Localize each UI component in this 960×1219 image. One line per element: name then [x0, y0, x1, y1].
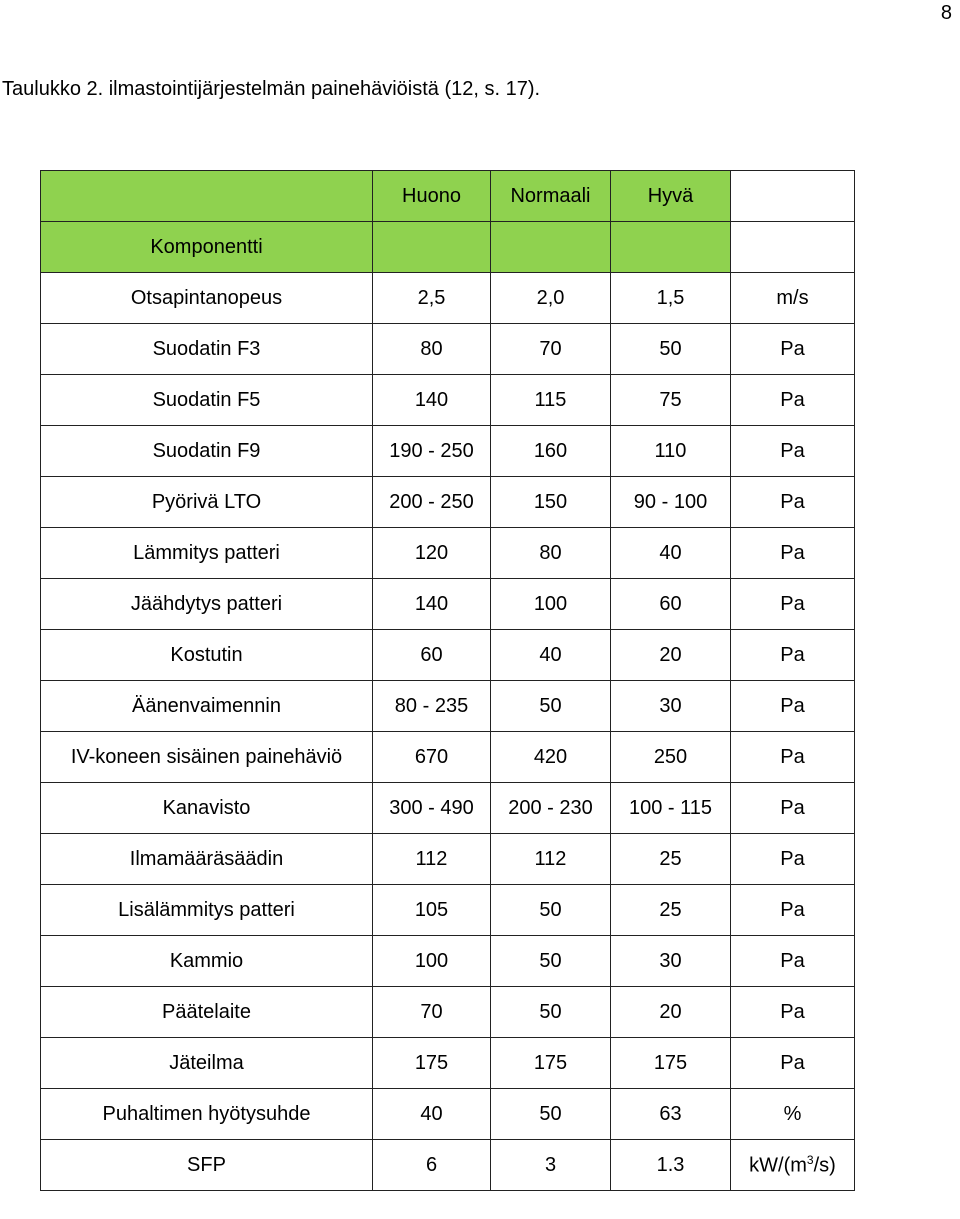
component-cell: Jäteilma	[41, 1038, 373, 1089]
component-cell: Kanavisto	[41, 783, 373, 834]
hyva-cell: 175	[611, 1038, 731, 1089]
header-cell-huono: Huono	[373, 171, 491, 222]
header-cell-komponentti: Komponentti	[41, 222, 373, 273]
table-row	[41, 936, 855, 987]
huono-cell: 140	[373, 375, 491, 426]
hyva-cell: 250	[611, 732, 731, 783]
normaali-cell: 50	[491, 885, 611, 936]
huono-cell: 100	[373, 936, 491, 987]
table-row	[41, 273, 855, 324]
hyva-cell: 1,5	[611, 273, 731, 324]
component-cell: Äänenvaimennin	[41, 681, 373, 732]
table-row	[41, 426, 855, 477]
normaali-cell: 2,0	[491, 273, 611, 324]
hyva-cell: 40	[611, 528, 731, 579]
normaali-cell: 50	[491, 936, 611, 987]
huono-cell: 175	[373, 1038, 491, 1089]
header-cell	[611, 222, 731, 273]
unit-cell: Pa	[731, 987, 855, 1038]
sfp-unit-prefix: kW/(m	[749, 1154, 807, 1177]
component-cell: Pyörivä LTO	[41, 477, 373, 528]
table-row	[41, 783, 855, 834]
component-cell: Suodatin F5	[41, 375, 373, 426]
header-row-component	[41, 222, 855, 273]
table-row	[41, 732, 855, 783]
huono-cell: 670	[373, 732, 491, 783]
sfp-unit-exponent: 3	[806, 1152, 814, 1167]
table-row	[41, 324, 855, 375]
header-cell	[41, 171, 373, 222]
unit-cell: Pa	[731, 375, 855, 426]
header-cell	[731, 171, 855, 222]
unit-cell: Pa	[731, 426, 855, 477]
hyva-cell: 75	[611, 375, 731, 426]
header-cell-normaali: Normaali	[491, 171, 611, 222]
unit-cell: Pa	[731, 783, 855, 834]
huono-cell: 105	[373, 885, 491, 936]
hyva-cell: 25	[611, 885, 731, 936]
normaali-cell: 420	[491, 732, 611, 783]
unit-cell: Pa	[731, 936, 855, 987]
normaali-cell: 3	[491, 1140, 611, 1191]
hyva-cell: 25	[611, 834, 731, 885]
normaali-cell: 50	[491, 987, 611, 1038]
normaali-cell: 80	[491, 528, 611, 579]
huono-cell: 140	[373, 579, 491, 630]
unit-cell: Pa	[731, 732, 855, 783]
unit-cell: Pa	[731, 528, 855, 579]
huono-cell: 80 - 235	[373, 681, 491, 732]
table-row	[41, 1089, 855, 1140]
table-row	[41, 987, 855, 1038]
normaali-cell: 175	[491, 1038, 611, 1089]
unit-cell: Pa	[731, 1038, 855, 1089]
table-row	[41, 834, 855, 885]
component-cell: Lämmitys patteri	[41, 528, 373, 579]
hyva-cell: 90 - 100	[611, 477, 731, 528]
table-row	[41, 885, 855, 936]
component-cell: Kostutin	[41, 630, 373, 681]
header-cell-hyva: Hyvä	[611, 171, 731, 222]
table-row	[41, 630, 855, 681]
normaali-cell: 70	[491, 324, 611, 375]
huono-cell: 190 - 250	[373, 426, 491, 477]
unit-cell: %	[731, 1089, 855, 1140]
page-number: 8	[940, 2, 952, 24]
hyva-cell: 60	[611, 579, 731, 630]
unit-cell: Pa	[731, 579, 855, 630]
component-cell: Päätelaite	[41, 987, 373, 1038]
unit-cell: Pa	[731, 630, 855, 681]
huono-cell: 120	[373, 528, 491, 579]
huono-cell: 2,5	[373, 273, 491, 324]
normaali-cell: 200 - 230	[491, 783, 611, 834]
hyva-cell: 50	[611, 324, 731, 375]
header-cell	[491, 222, 611, 273]
hyva-cell: 30	[611, 936, 731, 987]
table-row	[41, 1038, 855, 1089]
huono-cell: 6	[373, 1140, 491, 1191]
table-row	[41, 1140, 855, 1191]
hyva-cell: 110	[611, 426, 731, 477]
huono-cell: 70	[373, 987, 491, 1038]
hyva-cell: 20	[611, 987, 731, 1038]
unit-cell: Pa	[731, 885, 855, 936]
huono-cell: 40	[373, 1089, 491, 1140]
huono-cell: 60	[373, 630, 491, 681]
huono-cell: 200 - 250	[373, 477, 491, 528]
component-cell: Jäähdytys patteri	[41, 579, 373, 630]
normaali-cell: 112	[491, 834, 611, 885]
hyva-cell: 63	[611, 1089, 731, 1140]
component-cell: Puhaltimen hyötysuhde	[41, 1089, 373, 1140]
hyva-cell: 30	[611, 681, 731, 732]
component-cell: Lisälämmitys patteri	[41, 885, 373, 936]
component-cell: Otsapintanopeus	[41, 273, 373, 324]
hyva-cell: 100 - 115	[611, 783, 731, 834]
header-cell	[731, 222, 855, 273]
normaali-cell: 100	[491, 579, 611, 630]
hyva-cell: 20	[611, 630, 731, 681]
hyva-cell: 1.3	[611, 1140, 731, 1191]
normaali-cell: 50	[491, 1089, 611, 1140]
normaali-cell: 115	[491, 375, 611, 426]
table-caption: Taulukko 2. ilmastointijärjestelmän painehäviöistä (12, s. 17).	[2, 78, 541, 100]
sfp-unit-suffix: /s)	[813, 1154, 836, 1177]
table-row	[41, 579, 855, 630]
table-row	[41, 477, 855, 528]
header-cell	[373, 222, 491, 273]
unit-cell: Pa	[731, 324, 855, 375]
unit-cell: m/s	[731, 273, 855, 324]
huono-cell: 300 - 490	[373, 783, 491, 834]
normaali-cell: 160	[491, 426, 611, 477]
huono-cell: 112	[373, 834, 491, 885]
huono-cell: 80	[373, 324, 491, 375]
unit-cell: Pa	[731, 834, 855, 885]
table-row	[41, 375, 855, 426]
table-row	[41, 681, 855, 732]
unit-cell	[731, 1140, 855, 1191]
normaali-cell: 150	[491, 477, 611, 528]
component-cell: Kammio	[41, 936, 373, 987]
header-row-quality	[41, 171, 855, 222]
unit-cell: Pa	[731, 681, 855, 732]
component-cell: Suodatin F9	[41, 426, 373, 477]
table-row	[41, 528, 855, 579]
component-cell: Suodatin F3	[41, 324, 373, 375]
normaali-cell: 50	[491, 681, 611, 732]
component-cell: SFP	[41, 1140, 373, 1191]
unit-cell: Pa	[731, 477, 855, 528]
component-cell: Ilmamääräsäädin	[41, 834, 373, 885]
pressure-loss-table	[40, 170, 855, 1191]
component-cell: IV-koneen sisäinen painehäviö	[41, 732, 373, 783]
normaali-cell: 40	[491, 630, 611, 681]
